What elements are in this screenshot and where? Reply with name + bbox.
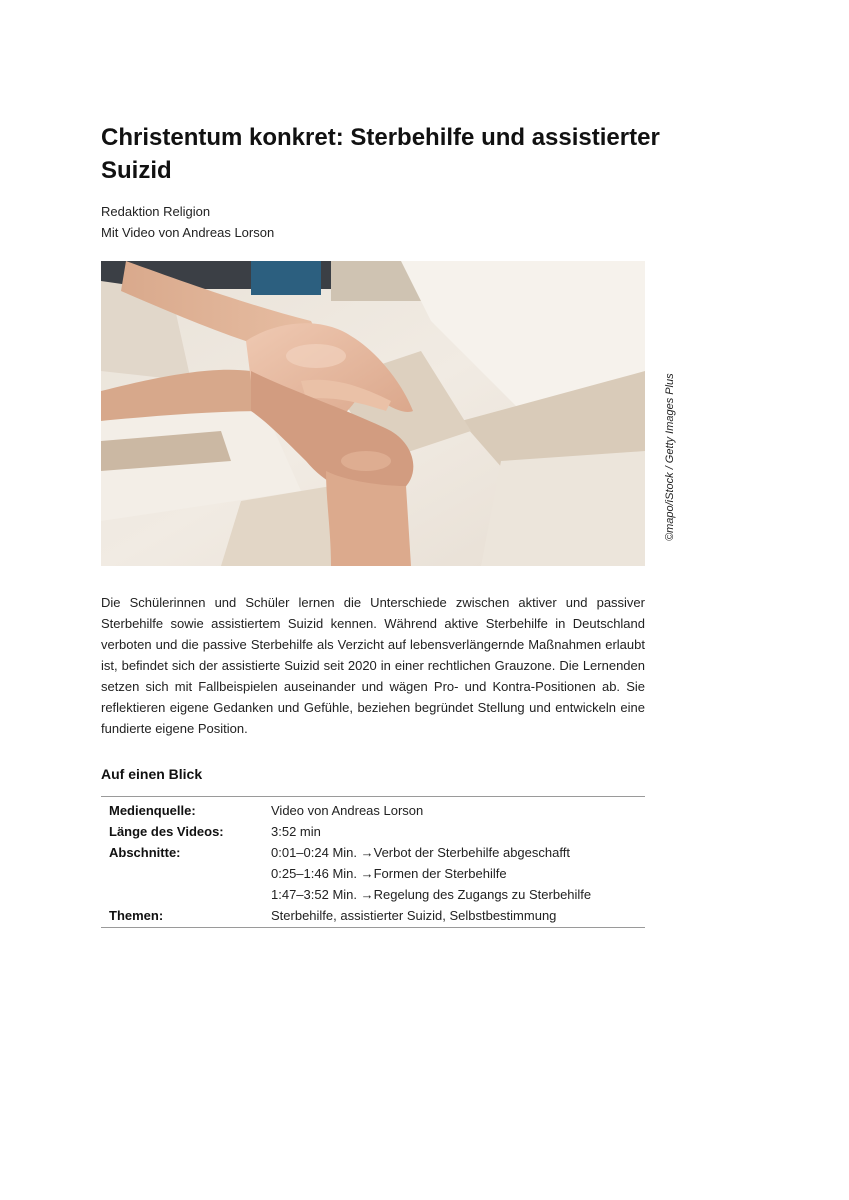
video-credit-line: Mit Video von Andreas Lorson <box>101 225 275 240</box>
overview-label: Abschnitte: <box>109 845 181 860</box>
overview-value: 0:25–1:46 Min. →Formen der Sterbehilfe <box>271 866 507 881</box>
overview-value: Video von Andreas Lorson <box>271 803 424 818</box>
overview-row-topics <box>101 905 645 926</box>
page-title: Christentum konkret: Sterbehilfe und assistierter Suizid <box>101 124 660 184</box>
author-line: Redaktion Religion <box>101 204 211 219</box>
cover-photo <box>101 261 645 566</box>
overview-row-media-source <box>101 800 645 821</box>
overview-row-sections-3 <box>101 884 645 905</box>
byline <box>101 201 274 243</box>
overview-value: 0:01–0:24 Min. →Verbot der Sterbehilfe abgeschafft <box>271 845 570 860</box>
overview-row-video-length <box>101 821 645 842</box>
overview-row-sections-2 <box>101 863 645 884</box>
overview-label <box>101 863 271 884</box>
overview-heading: Auf einen Blick <box>101 766 203 782</box>
overview-table <box>101 796 645 928</box>
overview-row-sections <box>101 842 645 863</box>
overview-label: Medienquelle: <box>109 803 196 818</box>
holding-hands-photo <box>101 261 645 566</box>
overview-value: Sterbehilfe, assistierter Suizid, Selbstbestimmung <box>271 908 557 923</box>
overview-label <box>101 884 271 905</box>
overview-value: 3:52 min <box>271 824 321 839</box>
intro-paragraph: Die Schülerinnen und Schüler lernen die Unterschiede zwischen aktiver und passiver Sterbehilfe sowie assistiertem Suizid kennen. Während aktive Sterbehilfe in Deutschland verboten und die passive Sterbehilfe als Verzicht auf lebensverlängernde Maßnahmen erlaubt ist, befindet sich der assistierte Suizid seit 2020 in einer rechtlichen Grauzone. Die Lernenden setzen sich mit Fallbeispielen auseinander und wägen Pro- und Kontra-Positionen ab. Sie reflektieren eigene Gedanken und Gefühle, beziehen begründet Stellung und entwickeln eine fundierte eigene Position. <box>101 595 645 736</box>
photo-credit: ©mapo/iStock / Getty Images Plus <box>664 373 676 541</box>
overview-value: 1:47–3:52 Min. →Regelung des Zugangs zu Sterbehilfe <box>271 887 592 902</box>
overview-label: Themen: <box>109 908 164 923</box>
overview-label: Länge des Videos: <box>109 824 224 839</box>
